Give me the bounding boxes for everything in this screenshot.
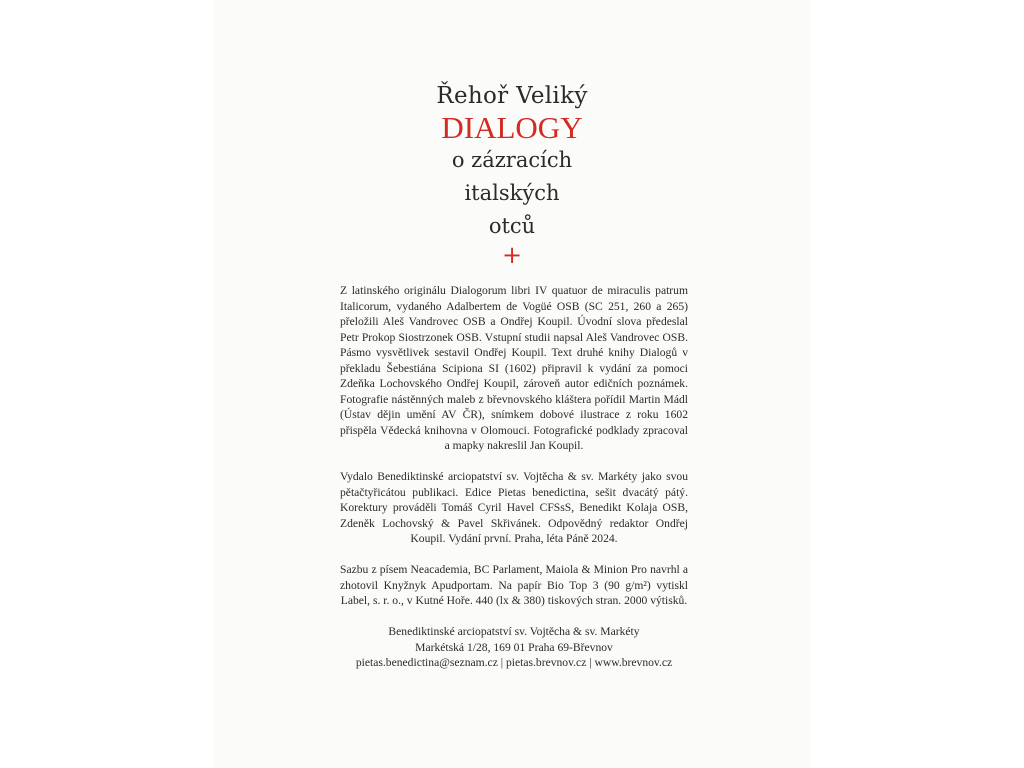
subtitle-line: italských (464, 181, 560, 205)
title-block (213, 82, 811, 267)
colophon (340, 283, 688, 671)
address-line: Markétská 1/28, 169 01 Praha 69-Břevnov (415, 640, 613, 654)
address-line: Benediktinské arciopatství sv. Vojtěcha & sv. Markéty (388, 625, 640, 638)
book-title: DIALOGY (441, 110, 583, 145)
subtitle-line: otců (488, 214, 536, 238)
colophon-paragraph-translation: Z latinského originálu Dialogorum libri IV quatuor de miraculis patrum Italicorum, vydaného Adalbertem de Vogüé OSB (SC 251, 260 a 265) přeložili Aleš Vandrovec OSB a Ondřej Koupil. Úvodní slova předeslal Petr Prokop Siostrzonek OSB. Vstupní studii napsal Aleš Vandrovec OSB. Pásmo vysvětlivek sestavil Ondřej Koupil. Text druhé knihy Dialogů v překladu Šebestiána Scipiona SI (1602) připravil k vydání za pomoci Zdeňka Lochovského Ondřej Koupil, zároveň autor edičních poznámek. Fotografie nástěnných maleb z břevnovského kláštera pořídil Martin Mádl (Ústav dějin umění AV ČR), snímkem dobové ilustrace z roku 1602 přispěla Vědecká knihovna v Olomouci. Fotografické podklady zpracoval a mapky nakreslil Jan Koupil. (340, 284, 688, 452)
publisher-address (340, 624, 688, 671)
subtitle-line: o zázracích (451, 148, 573, 172)
book-page (213, 0, 811, 768)
colophon-paragraph-typesetting: Sazbu z písem Neacademia, BC Parlament, Maiola & Minion Pro navrhl a zhotovil Knyžnyk Apudportam. Na papír Bio Top 3 (90 g/m²) vytiskl Label, s. r. o., v Kutné Hoře. 440 (lx & 380) tiskových stran. 2000 výtisků. (340, 563, 688, 607)
cross-ornament-icon: + (501, 241, 523, 269)
address-contact-line: pietas.benedictina@seznam.cz | pietas.brevnov.cz | www.brevnov.cz (355, 656, 673, 669)
colophon-paragraph-publisher: Vydalo Benediktinské arciopatství sv. Vojtěcha & sv. Markéty jako svou pětačtyřicátou publikaci. Edice Pietas benedictina, sešit dvacátý pátý. Korektury prováděli Tomáš Cyril Havel CFSsS, Benedikt Kolaja OSB, Zdeněk Lochovský & Pavel Skřivánek. Odpovědný redaktor Ondřej Koupil. Vydání první. Praha, léta Páně 2024. (340, 470, 688, 545)
author-name: Řehoř Veliký (436, 83, 588, 109)
